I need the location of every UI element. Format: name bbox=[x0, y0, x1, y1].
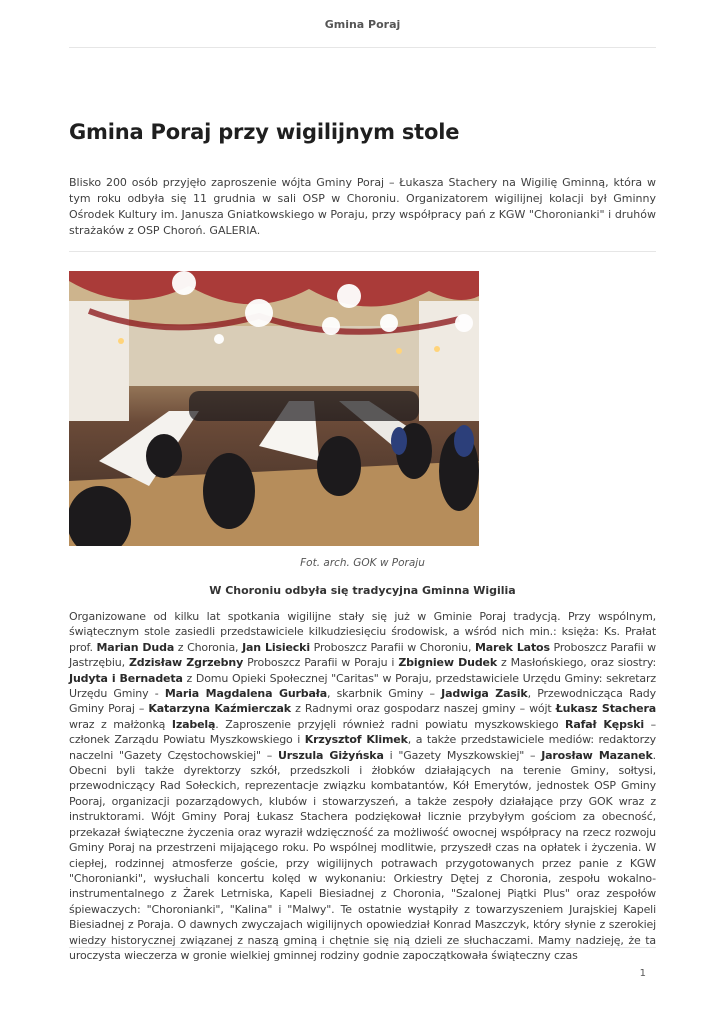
body-text-run: z Radnymi oraz gospodarz naszej gminy – wójt bbox=[290, 702, 556, 716]
body-text-run: Proboszcz Parafii w Choroniu, bbox=[309, 640, 475, 654]
person-name: Marian Duda bbox=[96, 640, 175, 654]
person-name: Krzysztof Klimek bbox=[304, 733, 408, 747]
person-name: Marek Latos bbox=[474, 640, 550, 654]
page-number: 1 bbox=[639, 968, 646, 979]
body-text-run: z Masłońskiego, oraz siostry: bbox=[497, 656, 657, 670]
person-name: Jan Lisiecki bbox=[242, 640, 310, 654]
event-photo bbox=[69, 271, 479, 546]
article-subheading: W Choroniu odbyła się tradycyjna Gminna Wigilia bbox=[209, 584, 516, 597]
divider bbox=[69, 251, 656, 252]
person-name: Urszula Giżyńska bbox=[277, 748, 384, 762]
site-name: Gmina Poraj bbox=[324, 18, 401, 31]
person-name: Judyta i Bernadeta bbox=[69, 671, 183, 685]
body-text-run: Proboszcz Parafii w Poraju i bbox=[243, 656, 399, 670]
body-text-run: Organizowane od kilku lat spotkania wigilijne stały się już w Gminie Poraj tradycją. Przy wspólnym, świątecznym stole zasiedli przedstawiciele kilkudziesięciu środowisk, a wśród nich min.: księża: Ks. Prałat prof. bbox=[69, 610, 656, 654]
article-body bbox=[69, 609, 656, 963]
footer-divider bbox=[69, 947, 656, 948]
body-text-run: – członek Zarządu Powiatu Myszkowskiego i bbox=[69, 717, 656, 747]
event-photo-illustration bbox=[69, 271, 479, 546]
body-text-run: i "Gazety Myszkowskiej" – bbox=[383, 748, 542, 762]
person-name: Maria Magdalena Gurbała bbox=[164, 687, 327, 701]
person-name: Łukasz Stachera bbox=[555, 702, 656, 716]
article-intro: Blisko 200 osób przyjęło zaproszenie wójta Gminy Poraj – Łukasza Stachery na Wigilię Gminną, która w tym roku odbyła się 11 grudnia w sali OSP w Choroniu. Organizatorem wigilijnej kolacji był Gminny Ośrodek Kultury im. Janusza Gniatkowskiego w Poraju, przy współpracy pań z KGW "Choronianki" i druhów strażaków z OSP Choroń. GALERIA. bbox=[69, 176, 656, 237]
person-name: Katarzyna Kaźmierczak bbox=[148, 702, 291, 716]
page-header bbox=[69, 0, 656, 48]
body-text-run: , a także przedstawiciele mediów: redaktorzy naczelni "Gazety Częstochowskiej" – bbox=[69, 733, 656, 762]
body-text-run: Proboszcz Parafii w Jastrzębiu, bbox=[69, 640, 656, 670]
body-text-run: z Choronia, bbox=[174, 640, 243, 654]
person-name: Jarosław Mazanek bbox=[541, 748, 653, 762]
person-name: Izabelą bbox=[171, 717, 216, 731]
body-text-run: z Domu Opieki Społecznej "Caritas" w Poraju, przedstawiciele Urzędu Gminy: sekretarz Urzędu Gminy - bbox=[69, 671, 656, 701]
body-text-run: . Zaproszenie przyjęli również radni powiatu myszkowskiego bbox=[215, 717, 566, 731]
person-name: Zbigniew Dudek bbox=[398, 656, 498, 670]
person-name: Rafał Kępski bbox=[565, 717, 645, 731]
person-name: Zdzisław Zgrzebny bbox=[128, 656, 244, 670]
person-name: Jadwiga Zasik bbox=[441, 687, 528, 701]
body-text-run: wraz z małżonką bbox=[69, 717, 172, 731]
photo-caption: Fot. arch. GOK w Poraju bbox=[300, 557, 425, 569]
body-text-run: , Przewodnicząca Rady Gminy Poraj – bbox=[69, 687, 657, 716]
body-text-run: . Obecni byli także dyrektorzy szkół, przedszkoli i żłobków działających na terenie Gminy, sołtysi, przewodniczący Rad Sołeckich, reprezentacje związku kombatantów, Kół Emerytów, jednostek OSP Gminy Pooraj, organizacji pozarządowych, klubów i stowarzyszeń, a także zespoły działające przy GOK wraz z instruktorami. Wójt Gminy Poraj Łukasz Stachera podziękował licznie przybyłym gościom za obecność, przekazał świąteczne życzenia oraz wyraził wdzięczność za możliwość owocnej współpracy na rzecz rozwoju Gminy Poraj na przestrzeni mijającego roku. Po wspólnej modlitwie, przyszedł czas na opłatek i życzenia. W ciepłej, rodzinnej atmosferze goście, przy wigilijnych potrawach przygotowanych przez panie z KGW "Choronianki", wysłuchali koncertu kolęd w wykonaniu: Orkiestry Dętej z Choronia, zespołu wokalno-instrumentalnego z Żarek Letrniska, Kapeli Biesiadnej z Choronia, "Szalonej Piątki Plus" oraz zespołów śpiewaczych: "Choronianki", "Kalina" i "Malwy". Te ostatnie wystąpiły z towarzyszeniem Jurajskiej Kapeli Biesiadnej z Poraja. O dawnych zwyczajach wigilijnych opowiedział Konrad Maszczyk, który słynie z szerokiej wiedzy historycznej związanej z naszą gminą i chętnie się nią dzieli ze słuchaczami. Mamy nadzieję, że ta uroczysta wieczerza w gronie wielkiej gminnej rodziny godnie zapoczątkowała świąteczny czas bbox=[69, 748, 656, 962]
body-text-run: , skarbnik Gminy – bbox=[326, 687, 442, 701]
article-title: Gmina Poraj przy wigilijnym stole bbox=[69, 120, 460, 144]
